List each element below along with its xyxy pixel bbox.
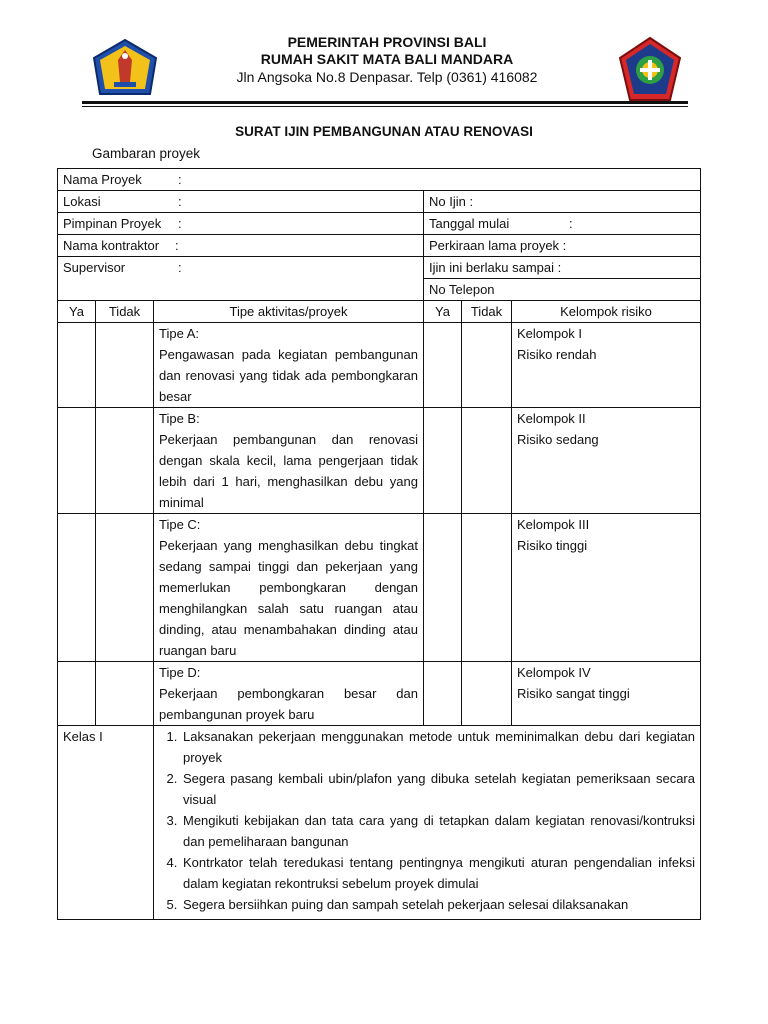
tidak-checkbox-cell[interactable] [96,514,154,662]
kelas-instruction-list [159,726,695,915]
risk-group-cell [512,662,701,726]
activity-type-desc: Pekerjaan pembongkaran besar dan pembangunan proyek baru [159,686,418,722]
government-name: PEMERINTAH PROVINSI BALI [287,34,487,50]
hospital-address: Jln Angsoka No.8 Denpasar. Telp (0361) 416082 [236,69,538,85]
activity-type-desc: Pekerjaan yang menghasilkan debu tingkat sedang sampai tinggi dan pekerjaan yang memerlukan pembongkaran dengan menghilangkan salah satu ruangan atau dinding, atau menambahakan dinding atau ruangan baru [159,538,418,658]
risk-group-name: Kelompok III [517,517,590,532]
letterhead-rule-thin [82,106,688,107]
pimpinan-label: Pimpinan Proyek [63,216,162,231]
risk-group-name: Kelompok I [517,326,583,341]
supervisor-label: Supervisor [63,260,126,275]
nama-kontraktor-label: Nama kontraktor [63,238,160,253]
activity-description [154,514,424,662]
col-header-tipe: Tipe aktivitas/proyek [154,301,424,323]
tidak-checkbox-cell[interactable] [96,408,154,514]
activity-type-desc: Pekerjaan pembangunan dan renovasi dengan skala kecil, lama pengerjaan tidak lebih dari 1 hari, menghasilkan debu yang minimal [159,432,418,510]
risk-group-name: Kelompok II [517,411,586,426]
no-telepon-field[interactable] [424,279,701,301]
tanggal-mulai-label: Tanggal mulai [429,216,510,231]
perkiraan-label: Perkiraan lama proyek : [429,238,567,253]
nama-proyek-field[interactable] [58,169,701,191]
tidak-checkbox-cell[interactable] [96,323,154,408]
kelas-label: Kelas I [58,726,154,920]
lokasi-label: Lokasi [63,194,101,209]
risk-ya-checkbox-cell[interactable] [424,662,462,726]
ya-checkbox-cell[interactable] [58,408,96,514]
nama-kontraktor-field[interactable] [58,235,424,257]
permit-form-table [57,168,701,920]
risk-tidak-checkbox-cell[interactable] [462,323,512,408]
colon: : [178,260,182,275]
bali-province-emblem-icon [92,38,158,100]
no-telepon-label: No Telepon [429,282,495,297]
tidak-checkbox-cell[interactable] [96,662,154,726]
kelas-instructions [154,726,701,920]
activity-type-label: Tipe D: [159,665,201,680]
column-header-row [58,301,701,323]
col-header-tidak-risk: Tidak [462,301,512,323]
risk-ya-checkbox-cell[interactable] [424,408,462,514]
col-header-kelompok: Kelompok risiko [512,301,701,323]
supervisor-field[interactable] [58,257,424,301]
pimpinan-field[interactable] [58,213,424,235]
list-item: 2. Segera pasang kembali ubin/plafon yang dibuka setelah kegiatan pemeriksaan secara visual [181,768,695,810]
activity-row-b [58,408,701,514]
risk-tidak-checkbox-cell[interactable] [462,514,512,662]
col-header-tidak: Tidak [96,301,154,323]
activity-type-label: Tipe C: [159,517,201,532]
ya-checkbox-cell[interactable] [58,514,96,662]
ya-checkbox-cell[interactable] [58,323,96,408]
lokasi-field[interactable] [58,191,424,213]
risk-tidak-checkbox-cell[interactable] [462,662,512,726]
risk-ya-checkbox-cell[interactable] [424,323,462,408]
ijin-berlaku-field[interactable] [424,257,701,279]
list-item: 5. Segera bersiihkan puing dan sampah setelah pekerjaan selesai dilaksanakan [181,894,695,915]
colon: : [178,172,182,187]
list-item: 3. Mengikuti kebijakan dan tata cara yang di tetapkan dalam kegiatan renovasi/kontruksi dan pemeliharaan bangunan [181,810,695,852]
activity-description [154,408,424,514]
activity-type-label: Tipe A: [159,326,199,341]
nama-proyek-label: Nama Proyek [63,172,142,187]
colon: : [178,194,182,209]
letterhead [92,34,682,104]
risk-level: Risiko rendah [517,347,597,362]
colon: : [175,238,179,253]
tanggal-mulai-field[interactable] [424,213,701,235]
list-item: 4. Kontrkator telah teredukasi tentang pentingnya mengikuti aturan pengendalian infeksi dalam kegiatan rekontruksi sebelum proyek dimulai [181,852,695,894]
risk-group-cell [512,323,701,408]
risk-level: Risiko tinggi [517,538,588,553]
col-header-ya: Ya [58,301,96,323]
activity-row-c [58,514,701,662]
col-header-ya-risk: Ya [424,301,462,323]
risk-ya-checkbox-cell[interactable] [424,514,462,662]
risk-group-name: Kelompok IV [517,665,591,680]
hospital-name: RUMAH SAKIT MATA BALI MANDARA [260,51,514,67]
kelas-row [58,726,701,920]
perkiraan-field[interactable] [424,235,701,257]
list-item: 1. Laksanakan pekerjaan menggunakan metode untuk meminimalkan debu dari kegiatan proyek [181,726,695,768]
no-ijin-label: No Ijin : [429,194,474,209]
risk-group-cell [512,514,701,662]
no-ijin-field[interactable] [424,191,701,213]
activity-row-a [58,323,701,408]
activity-row-d [58,662,701,726]
form-row-nama-proyek [58,169,701,191]
form-row-kontraktor [58,235,701,257]
activity-type-desc: Pengawasan pada kegiatan pembangunan dan renovasi yang tidak ada pembongkaran besar [159,347,418,404]
risk-level: Risiko sedang [517,432,599,447]
colon: : [569,216,573,231]
activity-description [154,323,424,408]
hospital-emblem-icon [618,36,682,102]
risk-group-cell [512,408,701,514]
form-row-pimpinan [58,213,701,235]
ijin-berlaku-label: Ijin ini berlaku sampai : [429,260,562,275]
risk-level: Risiko sangat tinggi [517,686,630,701]
document-title: SURAT IJIN PEMBANGUNAN ATAU RENOVASI [235,124,533,139]
risk-tidak-checkbox-cell[interactable] [462,408,512,514]
form-row-supervisor [58,257,701,279]
letterhead-rule-thick [82,101,688,104]
activity-type-label: Tipe B: [159,411,200,426]
section-subtitle: Gambaran proyek [92,146,201,161]
colon: : [178,216,182,231]
activity-description [154,662,424,726]
form-row-lokasi [58,191,701,213]
ya-checkbox-cell[interactable] [58,662,96,726]
